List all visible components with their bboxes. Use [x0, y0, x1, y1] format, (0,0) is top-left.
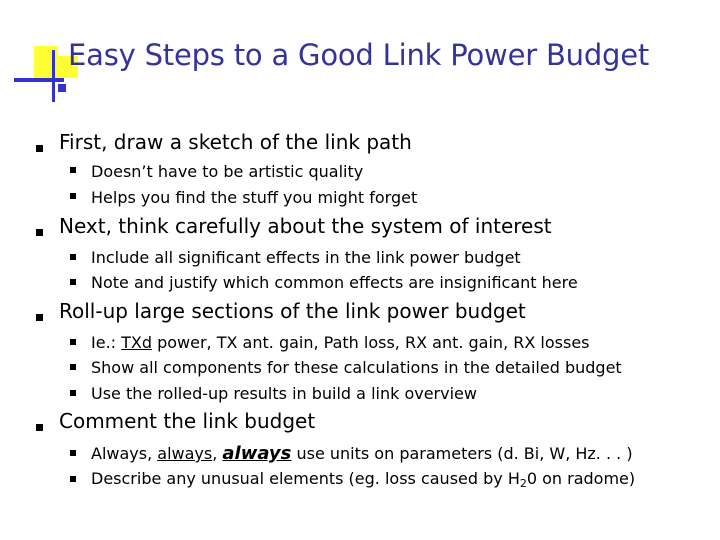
- sub-bullet-artistic-quality: Doesn’t have to be artistic quality: [91, 162, 364, 181]
- bullet-marker: [36, 145, 43, 152]
- bullet-marker: [36, 229, 43, 236]
- sub-bullet-marker: [70, 279, 76, 285]
- sub-bullet-ie-txd: [91, 333, 590, 352]
- sub-bullet-use-rolled-up: Use the rolled-up results in build a link overview: [91, 384, 477, 403]
- ie-prefix: Ie.:: [91, 333, 122, 352]
- bullet-marker: [36, 314, 43, 321]
- unusual-after: 0 on radome): [526, 469, 636, 488]
- sub-bullet-show-components: Show all components for these calculations in the detailed budget: [91, 358, 622, 377]
- sub-bullet-marker: [70, 390, 76, 396]
- sub-bullet-find-stuff: Helps you find the stuff you might forget: [91, 188, 418, 207]
- bullet-first-draw-sketch: First, draw a sketch of the link path: [59, 130, 412, 154]
- sub-bullet-unusual-elements: [91, 469, 635, 488]
- sub-bullet-marker: [70, 254, 76, 260]
- sub-bullet-marker: [70, 339, 76, 345]
- logo-blue-bar-vertical: [52, 50, 55, 102]
- always-3-emphasis: always: [222, 443, 292, 464]
- sub-bullet-marker: [70, 450, 76, 456]
- sub-bullet-include-effects: Include all significant effects in the link power budget: [91, 248, 521, 267]
- bullet-comment-budget: Comment the link budget: [59, 409, 316, 433]
- always-2-underlined: always: [157, 444, 213, 463]
- sub-bullet-marker: [70, 476, 76, 482]
- sub-bullet-marker: [70, 193, 76, 199]
- ie-rest: power, TX ant. gain, Path loss, RX ant. gain, RX losses: [152, 333, 590, 352]
- always-rest: use units on parameters (d. Bi, W, Hz. . . ): [291, 444, 633, 463]
- h2o-subscript: 2: [519, 477, 527, 490]
- sub-bullet-marker: [70, 364, 76, 370]
- logo-blue-bar-horizontal: [14, 78, 64, 82]
- sub-bullet-marker: [70, 167, 76, 173]
- always-1: Always,: [91, 444, 158, 463]
- always-comma: ,: [212, 444, 223, 463]
- bullet-think-carefully: Next, think carefully about the system of interest: [59, 214, 552, 238]
- txd-underlined: TXd: [121, 333, 153, 352]
- logo-blue-square: [58, 84, 66, 92]
- bullet-marker: [36, 424, 43, 431]
- sub-bullet-note-justify: Note and justify which common effects are insignificant here: [91, 273, 578, 292]
- slide-title: Easy Steps to a Good Link Power Budget: [68, 38, 650, 72]
- sub-bullet-always-units: [91, 443, 633, 464]
- bullet-roll-up: Roll-up large sections of the link power budget: [59, 299, 526, 323]
- unusual-before: Describe any unusual elements (eg. loss caused by H: [91, 469, 520, 488]
